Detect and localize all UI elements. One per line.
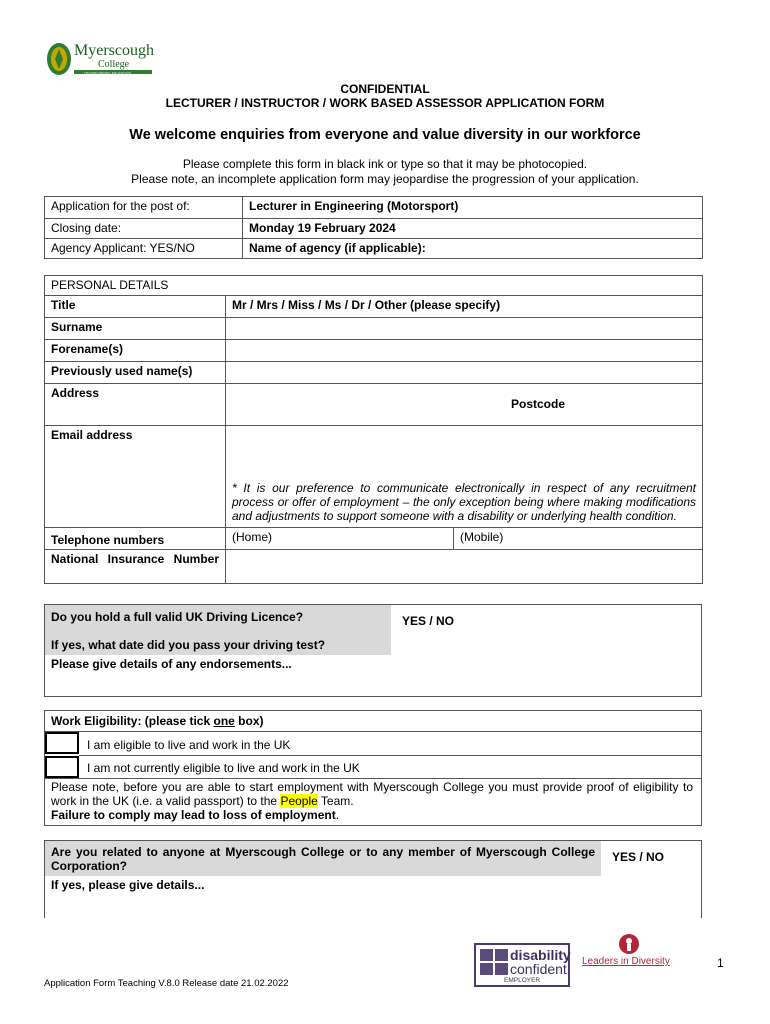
logo-sub: College [98, 59, 130, 70]
work-divider-1 [45, 731, 701, 732]
work-heading-one: one [213, 714, 235, 728]
mobile-phone-field[interactable]: (Mobile) [454, 528, 703, 550]
work-note-post: Team. [317, 794, 354, 808]
disability-confident-badge [474, 943, 570, 987]
home-phone-field[interactable]: (Home) [226, 528, 454, 550]
not-eligible-option-label: I am not currently eligible to live and work in the UK [87, 761, 360, 775]
address-label: Address [45, 384, 226, 426]
agency-label[interactable]: Agency Applicant: YES/NO [45, 239, 243, 259]
related-yes-no[interactable]: YES / NO [612, 850, 665, 864]
related-question: Are you related to anyone at Myerscough College or to any member of Myerscough College Corporation? [51, 845, 595, 873]
work-heading [51, 714, 264, 728]
closing-value: Monday 19 February 2024 [243, 219, 703, 239]
work-heading-pre: Work Eligibility: (please tick [51, 714, 214, 728]
disability-confident-icon [480, 949, 510, 977]
dc-line-3: EMPLOYER [504, 977, 541, 984]
telephone-label: Telephone numbers [45, 528, 226, 550]
work-eligibility-section [44, 710, 702, 826]
leaders-in-diversity-badge [582, 933, 674, 973]
related-details: If yes, please give details... [51, 878, 205, 892]
related-section [44, 840, 702, 918]
logo-name: Myerscough [74, 42, 154, 59]
ni-label: National Insurance Number [45, 550, 226, 584]
instruction-line-1: Please complete this form in black ink or type so that it may be photocopied. [182, 157, 588, 171]
ni-field[interactable] [226, 550, 703, 584]
post-label: Application for the post of: [45, 197, 243, 219]
surname-label: Surname [45, 318, 226, 340]
previous-names-field[interactable] [226, 362, 703, 384]
leaders-in-diversity-icon [618, 933, 640, 955]
driving-date-question: If yes, what date did you pass your driving test? [51, 638, 326, 652]
page-number: 1 [717, 956, 724, 970]
work-warning: Failure to comply may lead to loss of employment [51, 808, 336, 822]
driving-yes-no[interactable]: YES / NO [402, 614, 455, 628]
lid-text: Leaders in Diversity [582, 956, 670, 967]
forenames-field[interactable] [226, 340, 703, 362]
logo-tagline: TRANSFORMING EDUCATION [84, 71, 132, 75]
surname-field[interactable] [226, 318, 703, 340]
personal-details-table [44, 275, 703, 584]
release-note: Application Form Teaching V.8.0 Release date 21.02.2022 [44, 978, 289, 989]
title-options[interactable]: Mr / Mrs / Miss / Ms / Dr / Other (please specify) [226, 296, 703, 318]
postcode-label: Postcode [511, 397, 566, 411]
address-field[interactable] [226, 384, 703, 426]
closing-label: Closing date: [45, 219, 243, 239]
work-warning-end: . [335, 808, 340, 822]
eligible-checkbox[interactable] [45, 732, 79, 754]
welcome-heading: We welcome enquiries from everyone and value diversity in our workforce [129, 127, 641, 143]
post-table [44, 196, 703, 259]
dc-line-2: confident [510, 961, 567, 977]
driving-section [44, 604, 702, 697]
post-value[interactable]: Lecturer in Engineering (Motorsport) [243, 197, 703, 219]
driving-endorsements: Please give details of any endorsements... [51, 657, 292, 671]
work-divider-2 [79, 755, 701, 756]
forenames-label: Forename(s) [45, 340, 226, 362]
previous-names-label: Previously used name(s) [45, 362, 226, 384]
agency-name-label[interactable]: Name of agency (if applicable): [243, 239, 703, 259]
dc-line-1: disability [510, 947, 571, 963]
work-note-pre: Please note, before you are able to start employment with Myerscough College you must provide proof of eligibility to work in the UK (i.e. a valid passport) to the [51, 780, 693, 808]
title-label: Title [45, 296, 226, 318]
email-label: Email address [45, 426, 226, 528]
confidential-label: CONFIDENTIAL [340, 82, 430, 96]
email-field[interactable] [226, 426, 703, 528]
work-divider-3 [45, 778, 701, 779]
work-heading-post: box) [234, 714, 264, 728]
form-title: LECTURER / INSTRUCTOR / WORK BASED ASSESSOR APPLICATION FORM [165, 96, 605, 110]
email-note: * It is our preference to communicate electronically in respect of any recruitment process or offer of employment – the only exception being where making modifications and adjustments to support someone with a disability or underlying health condition. [232, 481, 697, 523]
eligible-option-label: I am eligible to live and work in the UK [87, 738, 291, 752]
driving-question: Do you hold a full valid UK Driving Licence? [51, 610, 304, 624]
personal-heading: PERSONAL DETAILS [45, 276, 703, 296]
work-note [51, 780, 693, 822]
instruction-line-2: Please note, an incomplete application form may jeopardise the progression of your application. [131, 172, 639, 186]
not-eligible-checkbox[interactable] [45, 756, 79, 778]
college-logo [44, 40, 156, 78]
work-note-highlight: People [280, 794, 318, 808]
